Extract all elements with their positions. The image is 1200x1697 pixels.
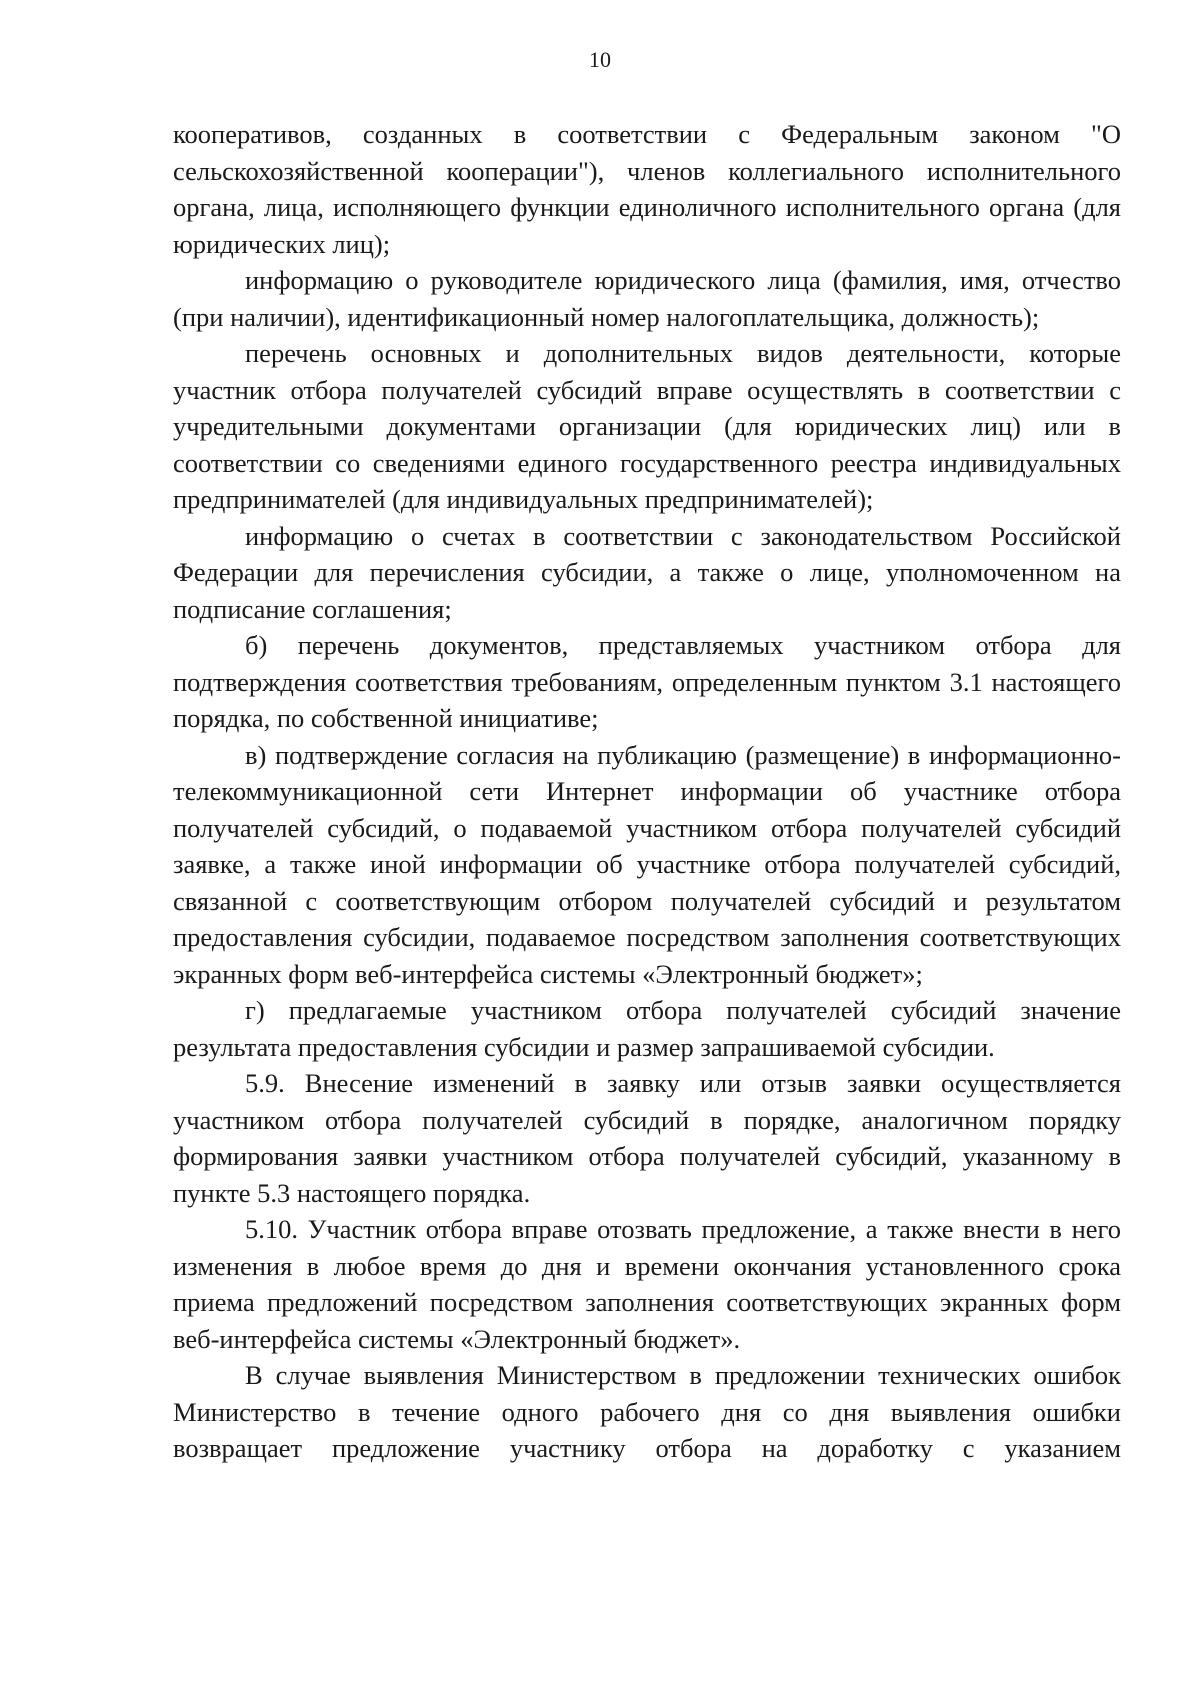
- paragraph-clause-5-10: 5.10. Участник отбора вправе отозвать предложение, а также внести в него изменения в любое время до дня и времени окончания установленного срока приема предложений посредством заполнения соответствующих экранных форм веб-интерфейса системы «Электронный бюджет».: [173, 1214, 1121, 1354]
- paragraph-cooperatives-continuation: кооперативов, созданных в соответствии с Федеральным законом "О сельскохозяйственной кооперации"), членов коллегиального исполнительного органа, лица, исполняющего функции единоличного исполнительного органа (для юридических лиц);: [173, 119, 1121, 259]
- paragraph-head-info: информацию о руководителе юридического лица (фамилия, имя, отчество (при наличии), идентификационный номер налогоплательщика, должность);: [173, 265, 1121, 332]
- paragraph-item-v: в) подтверждение согласия на публикацию (размещение) в информационно-телекоммуникационной сети Интернет информации об участнике отбора получателей субсидий, о подаваемой участником отбора получателей субсидий заявке, а также иной информации об участнике отбора получателей субсидий, связанной с соответствующим отбором получателей субсидий и результатом предоставления субсидии, подаваемое посредством заполнения соответствующих экранных форм веб-интерфейса системы «Электронный бюджет»;: [173, 739, 1121, 989]
- paragraph-accounts-info: информацию о счетах в соответствии с законодательством Российской Федерации для перечисления субсидии, а также о лице, уполномоченном на подписание соглашения;: [173, 520, 1121, 624]
- paragraph-activities-list: перечень основных и дополнительных видов деятельности, которые участник отбора получателей субсидий вправе осуществлять в соответствии с учредительными документами организации (для юридических лиц) или в соответствии со сведениями единого государственного реестра индивидуальных предпринимателей (для индивидуальных предпринимателей);: [173, 338, 1121, 514]
- paragraph-clause-5-9: 5.9. Внесение изменений в заявку или отзыв заявки осуществляется участником отбора получателей субсидий в порядке, аналогичном порядку формирования заявки участником отбора получателей субсидий, указанному в пункте 5.3 настоящего порядка.: [173, 1068, 1121, 1208]
- page-number: 10: [589, 47, 611, 72]
- paragraph-item-b: б) перечень документов, представляемых участником отбора для подтверждения соответствия требованиям, определенным пунктом 3.1 настоящего порядка, по собственной инициативе;: [173, 630, 1121, 733]
- document-body: [173, 116, 1121, 1467]
- paragraph-technical-errors: В случае выявления Министерством в предложении технических ошибок Министерство в течение одного рабочего дня со дня выявления ошибки возвращает предложение участнику отбора на доработку с указанием: [173, 1360, 1121, 1463]
- paragraph-item-g: г) предлагаемые участником отбора получателей субсидий значение результата предоставления субсидии и размер запрашиваемой субсидии.: [173, 995, 1121, 1062]
